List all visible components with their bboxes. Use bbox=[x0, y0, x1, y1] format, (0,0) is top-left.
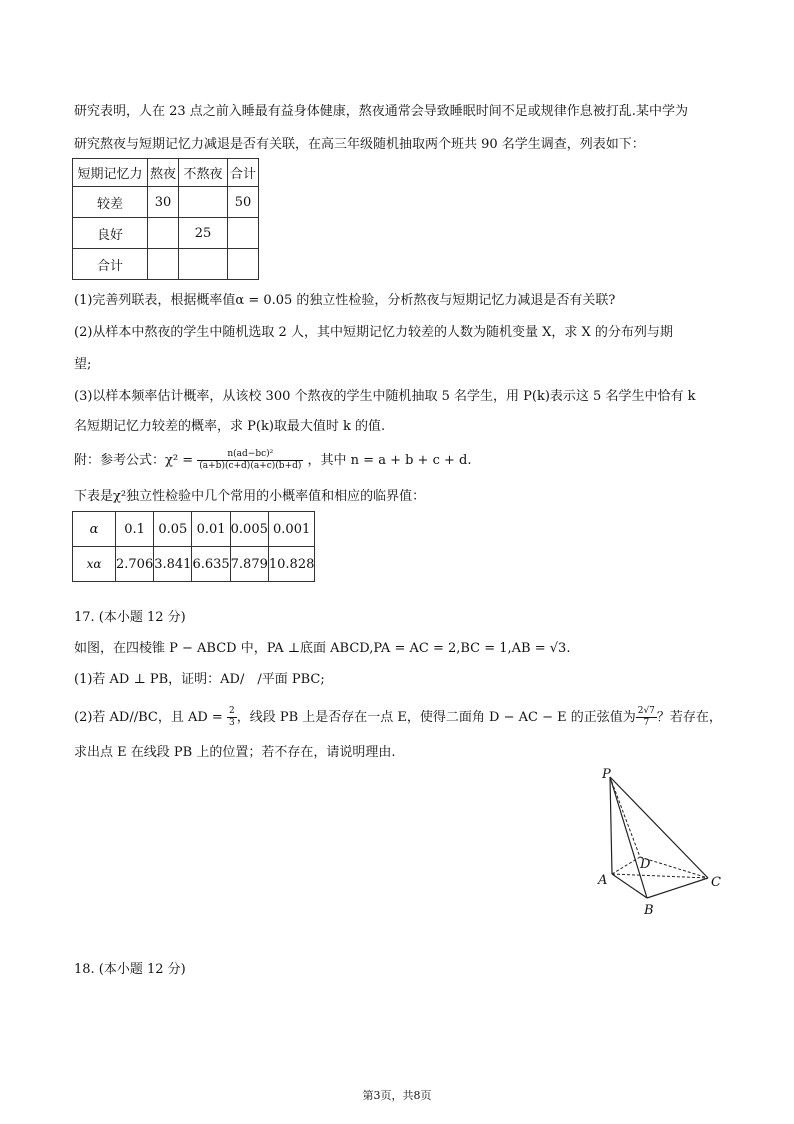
q17-part2-line2: 求出点 E 在线段 PB 上的位置；若不存在，请说明理由. bbox=[74, 745, 396, 760]
critical-value-table bbox=[72, 511, 315, 582]
t1-header-3: 合计 bbox=[228, 159, 259, 187]
t1-r2c3 bbox=[228, 249, 259, 280]
edge-AD bbox=[612, 857, 640, 874]
sine-fraction-den: 7 bbox=[643, 718, 650, 728]
ad-fraction bbox=[227, 706, 237, 729]
t2-r1c3: 6.635 bbox=[192, 547, 230, 582]
t1-r1c0: 良好 bbox=[73, 218, 148, 249]
q17-part1: (1)若 AD ⊥ PB，证明：AD/ /平面 PBC; bbox=[74, 672, 325, 687]
ad-fraction-num: 2 bbox=[228, 706, 235, 716]
t1-r2c2 bbox=[179, 249, 228, 280]
t1-header-2: 不熬夜 bbox=[179, 159, 228, 187]
q17-stem: 如图，在四棱锥 P − ABCD 中，PA ⊥底面 ABCD,PA = AC = 2,BC = 1,AB = √3. bbox=[74, 641, 571, 656]
formula-suffix: ，其中 n = a + b + c + d. bbox=[307, 453, 472, 468]
t2-r0c2: 0.05 bbox=[154, 512, 192, 547]
t2-r0c5: 0.001 bbox=[268, 512, 315, 547]
edge-PD bbox=[610, 777, 640, 857]
q17-p2-mid: ，线段 PB 上是否存在一点 E，使得二面角 D − AC − E 的正弦值为 bbox=[236, 710, 636, 725]
t2-r0c4: 0.005 bbox=[230, 512, 268, 547]
t1-r0c2 bbox=[179, 187, 228, 218]
label-B: B bbox=[644, 903, 654, 918]
sine-value-fraction bbox=[636, 706, 657, 729]
q18-heading: 18. (本小题 12 分) bbox=[74, 962, 186, 977]
t1-r2c1 bbox=[148, 249, 179, 280]
t1-r0c1: 30 bbox=[148, 187, 179, 218]
edge-AB bbox=[612, 874, 647, 898]
t1-r2c0: 合计 bbox=[73, 249, 148, 280]
q17-heading: 17. (本小题 12 分) bbox=[74, 610, 186, 625]
t1-r1c1 bbox=[148, 218, 179, 249]
q16-formula bbox=[74, 449, 471, 472]
t2-r0c1: 0.1 bbox=[116, 512, 154, 547]
q17-p2-pre: (2)若 AD//BC，且 AD = bbox=[74, 710, 223, 725]
t1-r0c0: 较差 bbox=[73, 187, 148, 218]
label-A: A bbox=[598, 873, 608, 888]
edge-AC bbox=[612, 874, 708, 878]
t2-r1c2: 3.841 bbox=[154, 547, 192, 582]
label-P: P bbox=[602, 767, 611, 782]
edge-BC bbox=[647, 878, 708, 898]
pyramid-figure bbox=[590, 762, 730, 932]
t2-r1c1: 2.706 bbox=[116, 547, 154, 582]
q16-part1: (1)完善列联表，根据概率值α = 0.05 的独立性检验，分析熬夜与短期记忆力减退是否有关联? bbox=[74, 293, 616, 308]
t1-r1c3 bbox=[228, 218, 259, 249]
t1-r1c2: 25 bbox=[179, 218, 228, 249]
formula-denominator: (a+b)(c+d)(a+c)(b+d) bbox=[199, 461, 302, 471]
chi-square-fraction bbox=[197, 449, 303, 472]
t1-header-0: 短期记忆力 bbox=[73, 159, 148, 187]
t1-r0c3: 50 bbox=[228, 187, 259, 218]
t2-r1c0: xα bbox=[73, 547, 116, 582]
intro-line-2: 研究熬夜与短期记忆力减退是否有关联，在高三年级随机抽取两个班共 90 名学生调查，列表如下： bbox=[74, 137, 645, 152]
page-footer: 第3页，共8页 bbox=[362, 1089, 432, 1102]
q16-part3-line1: (3)以样本频率估计概率，从该校 300 个熬夜的学生中随机抽取 5 名学生，用 P(k)表示这 5 名学生中恰有 k bbox=[74, 389, 696, 404]
contingency-table bbox=[72, 158, 259, 280]
q16-part2-line2: 望; bbox=[74, 357, 92, 372]
formula-prefix: 附：参考公式：χ² = bbox=[74, 453, 194, 468]
t2-r1c5: 10.828 bbox=[268, 547, 315, 582]
t2-r1c4: 7.879 bbox=[230, 547, 268, 582]
edge-PC bbox=[610, 777, 708, 878]
edge-PB bbox=[610, 777, 647, 898]
intro-line-1: 研究表明，人在 23 点之前入睡最有益身体健康，熬夜通常会导致睡眠时间不足或规律作息被打乱.某中学为 bbox=[74, 104, 688, 119]
q17-p2-post: ？若存在， bbox=[656, 710, 722, 725]
label-D: D bbox=[640, 857, 651, 872]
label-C: C bbox=[711, 875, 721, 890]
q16-part3-line2: 名短期记忆力较差的概率，求 P(k)取最大值时 k 的值. bbox=[74, 419, 386, 434]
t1-header-1: 熬夜 bbox=[148, 159, 179, 187]
sine-fraction-num: 2√7 bbox=[637, 706, 655, 716]
t2-r0c0: α bbox=[73, 512, 116, 547]
q16-part2-line1: (2)从样本中熬夜的学生中随机选取 2 人，其中短期记忆力较差的人数为随机变量 X，求 X 的分布列与期 bbox=[74, 325, 673, 340]
edge-PA bbox=[610, 777, 612, 874]
ad-fraction-den: 3 bbox=[228, 718, 235, 728]
q16-table-note: 下表是χ²独立性检验中几个常用的小概率值和相应的临界值： bbox=[74, 489, 426, 504]
q17-part2-line1 bbox=[74, 706, 722, 729]
formula-numerator: n(ad−bc)² bbox=[197, 449, 303, 461]
t2-r0c3: 0.01 bbox=[192, 512, 230, 547]
